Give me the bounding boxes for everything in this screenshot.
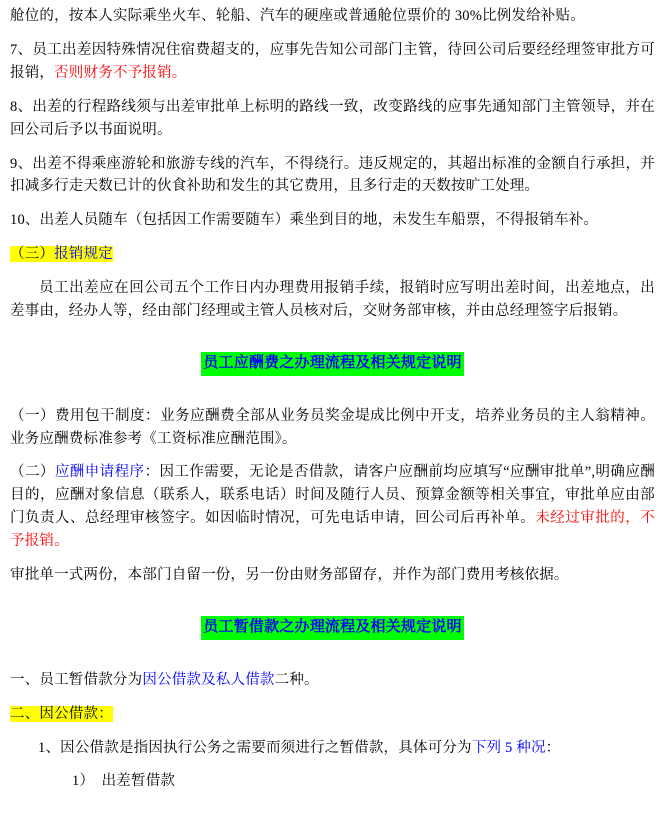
text-run: 二种。	[274, 671, 319, 688]
heading-text: 员工暂借款之办理流程及相关规定说明	[201, 616, 463, 640]
spacer	[10, 334, 655, 352]
text-run: （三）	[10, 246, 55, 263]
text-run: （一）费用包干制度：业务应酬费全部从业务员奖金堤成比例中开支，培养业务员的主人翁精神。业务应酬费标准参考《工资标准应酬范围》。	[10, 407, 655, 447]
paragraph-entertainment-two	[10, 461, 655, 553]
heading-text: 员工应酬费之办理流程及相关规定说明	[201, 352, 463, 376]
text-run: 一、员工暂借款分为	[10, 671, 143, 688]
text-run: 审批单一式两份，本部门自留一份，另一份由财务部留存，并作为部门费用考核依据。	[10, 567, 569, 584]
text-run-link: 下列 5 种况	[471, 739, 546, 756]
text-run-link: 报销规定	[54, 246, 113, 263]
text-run: ：	[545, 739, 561, 756]
text-run: 1） 出差暂借款	[72, 773, 176, 790]
paragraph-loan-two-heading	[10, 703, 655, 726]
heading-entertainment-expense	[10, 352, 655, 376]
document-body	[0, 5, 669, 793]
spacer	[10, 598, 655, 616]
text-run: 9、出差不得乘座游轮和旅游专线的汽车，不得绕行。违反规定的，其超出标准的金额自行承担，并扣减多行走天数已计的伙食补助和发生的其它费用，且多行走的天数按旷工处理。	[10, 155, 655, 195]
heading-employee-loan	[10, 616, 655, 640]
text-run: 8、出差的行程路线须与出差审批单上标明的路线一致，改变路线的应事先通知部门主管领导，并在回公司后予以书面说明。	[10, 98, 655, 138]
paragraph-reimbursement-rule	[10, 277, 655, 323]
paragraph-loan-sub-1-1	[10, 770, 655, 793]
paragraph-entertainment-copies	[10, 564, 655, 587]
text-run: （二）	[10, 464, 55, 481]
text-run: 7、员工出差因特殊情况住宿费超支的，应事先告知公司部门主管，待回公司后要经经理签审批方可报销，	[10, 41, 655, 81]
text-run-emphasis: 否则财务不予报销。	[54, 64, 187, 81]
paragraph-section-three-heading	[10, 243, 655, 266]
text-run-emphasis: 未经过审批的，不予报销。	[10, 510, 655, 550]
paragraph-loan-one	[10, 669, 655, 692]
paragraph-item-8	[10, 96, 655, 142]
text-run-link: 应酬申请程序	[54, 464, 145, 481]
paragraph-cabin-subsidy	[10, 5, 655, 28]
paragraph-item-9	[10, 153, 655, 199]
text-run-link: 因公借款及私人借款	[142, 671, 275, 688]
spacer	[10, 651, 655, 669]
text-run: ：因工作需要，无论是否借款，请客户应酬前均应填写“应酬审批单”,明确应酬目的，应酬对象信息（联系人，联系电话）时间及随行人员、预算金额等相关事宜，审批单应由部门负责人、总经理审核签字。如因临时情况，可先电话申请，回公司后再补单。	[10, 464, 655, 527]
paragraph-entertainment-one	[10, 405, 655, 451]
text-run: 舱位的，按本人实际乘坐火车、轮船、汽车的硬座或普通舱位票价的 30%比例发给补贴。	[10, 8, 585, 24]
document-page	[0, 5, 669, 815]
paragraph-loan-sub-1	[10, 737, 655, 760]
paragraph-item-10	[10, 209, 655, 232]
spacer	[10, 387, 655, 405]
paragraph-item-7	[10, 39, 655, 85]
text-run: 1、因公借款是指因执行公务之需要而须进行之暂借款，具体可分为	[38, 739, 472, 756]
text-run: 员工出差应在回公司五个工作日内办理费用报销手续，报销时应写明出差时间，出差地点，出差事由，经办人等，经由部门经理或主管人员核对后，交财务部审核，并由总经理签字后报销。	[10, 280, 655, 320]
text-run: 10、出差人员随车（包括因工作需要随车）乘坐到目的地，未发生车船票，不得报销车补。	[10, 212, 599, 229]
text-run: 二、因公借款：	[10, 705, 113, 722]
